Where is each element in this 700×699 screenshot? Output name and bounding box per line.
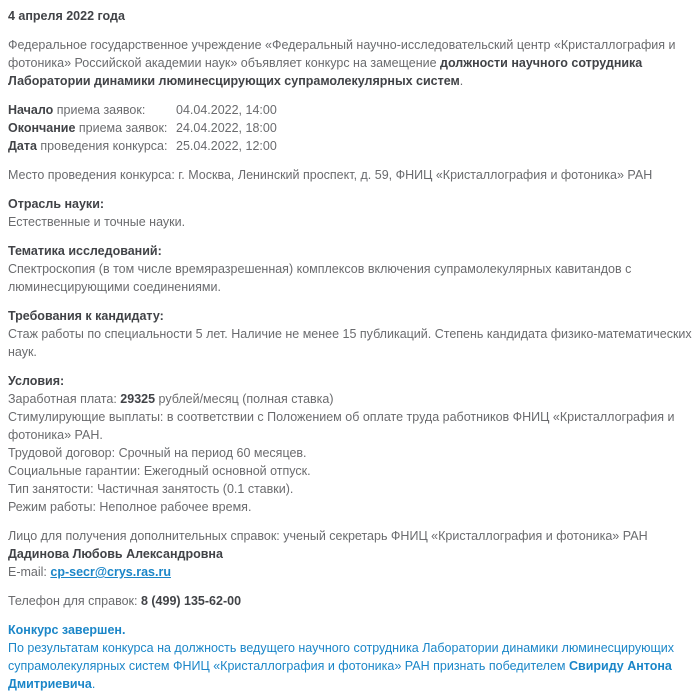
application-end-label-bold: Окончание	[8, 121, 76, 135]
salary-line-suffix: рублей/месяц (полная ставка)	[155, 392, 334, 406]
condition-line-contract: Трудовой договор: Срочный на период 60 месяцев.	[8, 446, 307, 460]
venue-line: Место проведения конкурса: г. Москва, Ленинский проспект, д. 59, ФНИЦ «Кристаллография и фотоника» РАН	[8, 168, 653, 182]
condition-line-bonuses: Стимулирующие выплаты: в соответствии с Положением об оплате труда работников ФНИЦ «Кристаллография и фотоника» РАН.	[8, 410, 675, 442]
condition-line-social: Социальные гарантии: Ежегодный основной отпуск.	[8, 464, 311, 478]
research-topic-heading: Тематика исследований:	[8, 244, 162, 258]
science-field-value: Естественные и точные науки.	[8, 215, 186, 229]
table-row-application-start	[8, 101, 277, 119]
status-heading: Конкурс завершен.	[8, 623, 126, 637]
phone-block	[8, 592, 692, 610]
requirements-block	[8, 307, 692, 361]
application-end-value: 24.04.2022, 18:00	[176, 121, 277, 135]
intro-tail: .	[459, 74, 464, 88]
winner-name: Свириду Антона Дмитриевича	[8, 659, 672, 691]
conditions-block	[8, 372, 692, 516]
research-topic-value: Спектроскопия (в том числе времяразрешенная) комплексов включения супрамолекулярных кавитандов с люминесцирующими соединениями.	[8, 262, 632, 294]
application-start-label-rest: приема заявок:	[53, 103, 146, 117]
status-tail: .	[91, 677, 96, 691]
phone-label: Телефон для справок:	[8, 594, 141, 608]
intro-position-bold: должности научного сотрудника Лаборатории динамики люминесцирующих супрамолекулярных систем	[8, 56, 643, 88]
date-heading-text: 4 апреля 2022 года	[8, 9, 125, 23]
salary-amount: 29325	[120, 392, 156, 406]
competition-date-label	[8, 137, 176, 155]
contact-person-name: Дадинова Любовь Александровна	[8, 547, 223, 561]
requirements-heading: Требования к кандидату:	[8, 309, 164, 323]
table-row-application-end	[8, 119, 277, 137]
date-heading	[8, 7, 692, 25]
dates-table	[8, 101, 277, 155]
salary-line-prefix: Заработная плата:	[8, 392, 121, 406]
requirements-value: Стаж работы по специальности 5 лет. Наличие не менее 15 публикаций. Степень кандидата физико-математических наук.	[8, 327, 692, 359]
condition-line-work-mode: Режим работы: Неполное рабочее время.	[8, 500, 252, 514]
competition-date-label-bold: Дата	[8, 139, 37, 153]
contact-text: Лицо для получения дополнительных справок: ученый секретарь ФНИЦ «Кристаллография и фотоника» РАН	[8, 529, 648, 543]
contact-block	[8, 527, 692, 581]
intro-paragraph	[8, 36, 692, 90]
phone-number: 8 (499) 135-62-00	[140, 594, 242, 608]
application-start-value: 04.04.2022, 14:00	[176, 103, 277, 117]
email-link[interactable]: cp-secr@crys.ras.ru	[50, 565, 171, 579]
status-block	[8, 621, 692, 693]
conditions-heading: Условия:	[8, 374, 65, 388]
application-start-label	[8, 101, 176, 119]
science-field-block	[8, 195, 692, 231]
application-end-label-rest: приема заявок:	[75, 121, 168, 135]
application-start-label-bold: Начало	[8, 103, 54, 117]
status-text: По результатам конкурса на должность ведущего научного сотрудника Лаборатории динамики люминесцирующих супрамолекулярных систем ФНИЦ «Кристаллография и фотоника» РАН признать победителем	[8, 641, 674, 673]
intro-text: Федеральное государственное учреждение «Федеральный научно-исследовательский центр «Кристаллография и фотоника» Российской академии наук» объявляет конкурс на замещение	[8, 38, 676, 70]
science-field-heading: Отрасль науки:	[8, 197, 105, 211]
competition-date-value: 25.04.2022, 12:00	[176, 139, 277, 153]
research-topic-block	[8, 242, 692, 296]
application-end-label	[8, 119, 176, 137]
table-row-competition-date	[8, 137, 277, 155]
email-label: E-mail:	[8, 565, 51, 579]
condition-line-employment-type: Тип занятости: Частичная занятость (0.1 ставки).	[8, 482, 294, 496]
competition-date-label-rest: проведения конкурса:	[36, 139, 168, 153]
